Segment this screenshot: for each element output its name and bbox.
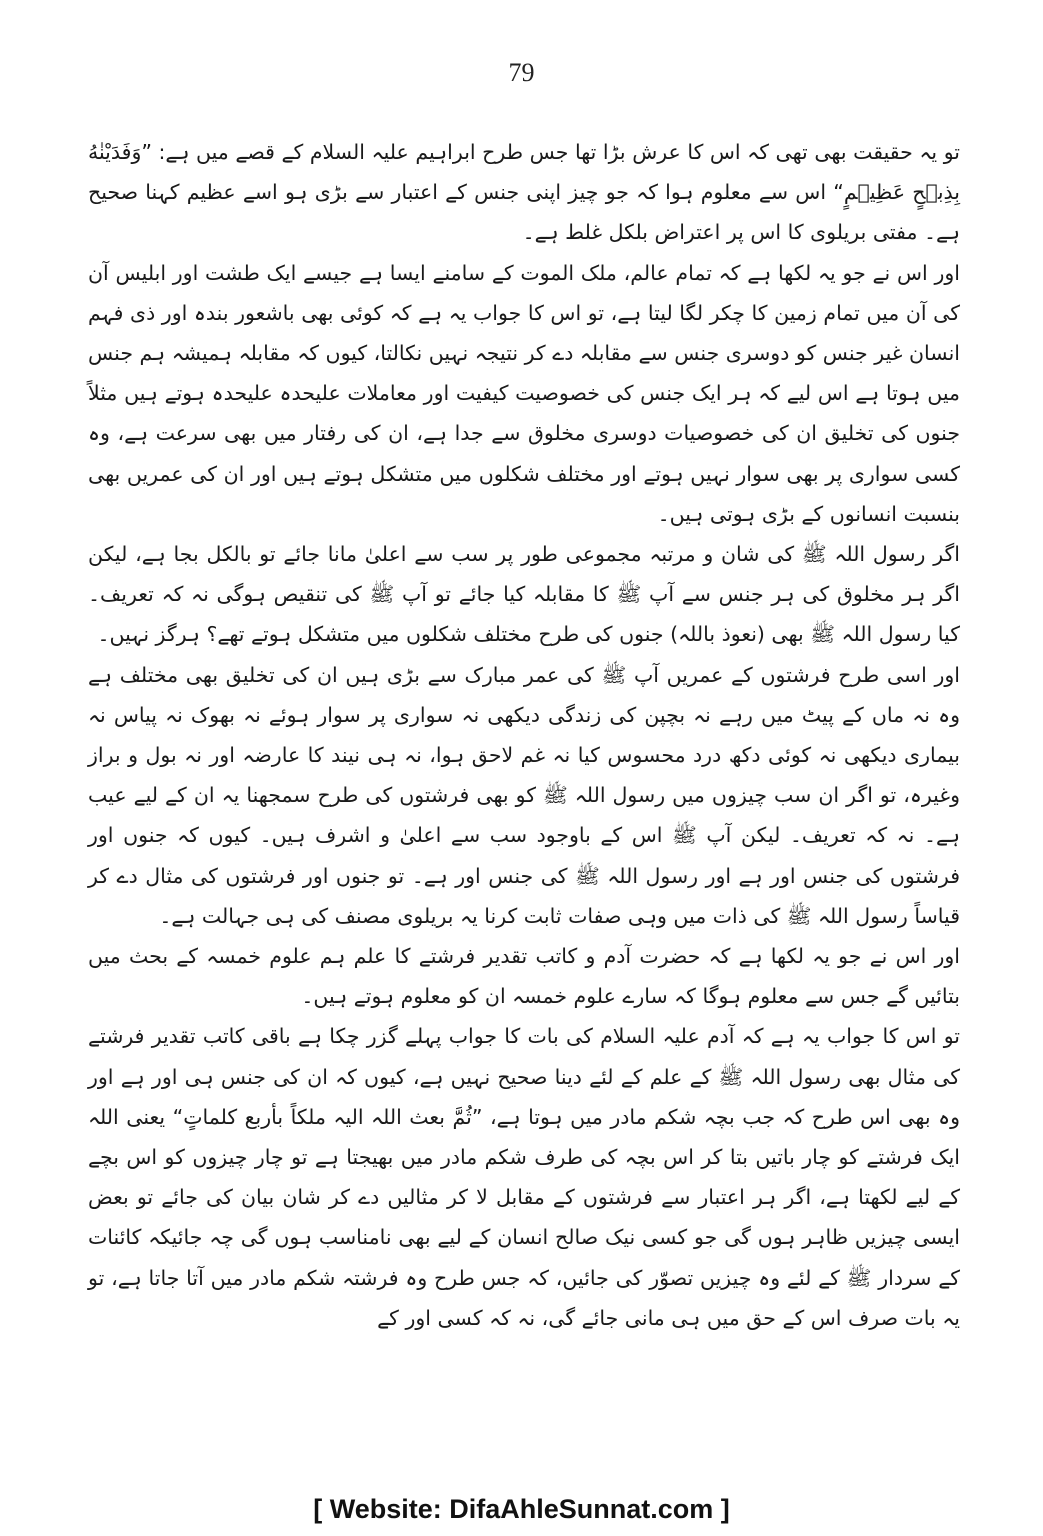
paragraph-4: اور اسی طرح فرشتوں کے عمریں آپ ﷺ کی عمر مبارک سے بڑی ہیں ان کی تخلیق بھی مختلف ہے وہ نہ ماں کے پیٹ میں رہے نہ بچپن کی زندگی دیکھی نہ سواری پر سوار ہوئے نہ بھوک نہ پیاس نہ بیماری دیکھی نہ کوئی دکھ درد محسوس کیا نہ غم لاحق ہوا، نہ ہی نیند کا عارضہ اور نہ بول و براز وغیرہ، تو اگر ان سب چیزوں میں رسول اللہ ﷺ کو بھی فرشتوں کی طرح سمجھنا یہ ان کے لیے عیب ہے۔ نہ کہ تعریف۔ لیکن آپ ﷺ اس کے باوجود سب سے اعلیٰ و اشرف ہیں۔ کیوں کہ جنوں اور فرشتوں کی جنس اور ہے اور رسول اللہ ﷺ کی جنس اور ہے۔ تو جنوں اور فرشتوں کی مثال دے کر قیاساً رسول اللہ ﷺ کی ذات میں وہی صفات ثابت کرنا یہ بریلوی مصنف کی ہی جہالت ہے۔ (88, 662, 960, 928)
paragraph-6: تو اس کا جواب یہ ہے کہ آدم علیہ السلام کی بات کا جواب پہلے گزر چکا ہے باقی کاتب تقدیر فرشتے کی مثال بھی رسول اللہ ﷺ کے علم کے لئے دینا صحیح نہیں ہے، کیوں کہ ان کی جنس ہی اور ہے اور وہ بھی اس طرح کہ جب بچہ شکم مادر میں ہوتا ہے، ”ثُمَّ بعث اللہ الیہ ملکاً بأربع کلماتٍ“ یعنی اللہ ایک فرشتے کو چار باتیں بتا کر اس بچہ کی طرف شکم مادر میں بھیجتا ہے تو چار چیزوں کو اس بچے کے لیے لکھتا ہے، اگر ہر اعتبار سے فرشتوں کے مقابل لا کر مثالیں دے کر شان بیان کی جائے تو بعض ایسی چیزیں ظاہر ہوں گی جو کسی نیک صالح انسان کے لیے بھی نامناسب ہوں گی چہ جائیکہ کائنات کے سردار ﷺ کے لئے وہ چیزیں تصوّر کی جائیں، کہ جس طرح وہ فرشتہ شکم مادر میں آتا جاتا ہے، تو یہ بات صرف اس کے حق میں ہی مانی جائے گی، نہ کہ کسی اور کے (88, 1024, 960, 1330)
paragraph-3: اگر رسول اللہ ﷺ کی شان و مرتبہ مجموعی طور پر سب سے اعلیٰ مانا جائے تو بالکل بجا ہے، لیکن اگر ہر مخلوق کی ہر جنس سے آپ ﷺ کا مقابلہ کیا جائے تو آپ ﷺ کی تنقیص ہوگی نہ کہ تعریف۔ کیا رسول اللہ ﷺ بھی (نعوذ باللہ) جنوں کی طرح مختلف شکلوں میں متشکل ہوتے تھے؟ ہرگز نہیں۔ (88, 542, 960, 647)
page-number: 79 (508, 58, 535, 87)
paragraph-2: اور اس نے جو یہ لکھا ہے کہ تمام عالم، ملک الموت کے سامنے ایسا ہے جیسے ایک طشت اور ابلیس آن کی آن میں تمام زمین کا چکر لگا لیتا ہے، تو اس کا جواب یہ ہے کہ کوئی بھی باشعور بندہ اور ذی فہم انسان غیر جنس کو دوسری جنس سے مقابلہ دے کر نتیجہ نہیں نکالتا، کیوں کہ مقابلہ ہمیشہ ہم جنس میں ہوتا ہے اس لیے کہ ہر ایک جنس کی خصوصیت کیفیت اور معاملات علیحدہ علیحدہ ہوتے ہیں مثلاً جنوں کی تخلیق ان کی خصوصیات دوسری مخلوق سے جدا ہے، ان کی رفتار میں بھی سرعت ہے، وہ کسی سواری پر بھی سوار نہیں ہوتے اور مختلف شکلوں میں متشکل ہوتے ہیں اور ان کی عمریں بھی بنسبت انسانوں کے بڑی ہوتی ہیں۔ (88, 260, 960, 526)
paragraph-1: تو یہ حقیقت بھی تھی کہ اس کا عرش بڑا تھا جس طرح ابراہیم علیہ السلام کے قصے میں ہے: ”وَفَدَيْنٰهُ بِذِبۡحٍ عَظِيۡمٍ“ اس سے معلوم ہوا کہ جو چیز اپنی جنس کے اعتبار سے بڑی ہو اسے عظیم کہنا صحیح ہے۔ مفتی بریلوی کا اس پر اعتراض بلکل غلط ہے۔ (88, 140, 960, 245)
page-body (88, 132, 960, 1338)
website-footer: [ Website: DifaAhleSunnat.com ] (313, 1494, 730, 1524)
paragraph-5: اور اس نے جو یہ لکھا ہے کہ حضرت آدم و کاتب تقدیر فرشتے کا علم ہم علوم خمسہ کے بحث میں بتائیں گے جس سے معلوم ہوگا کہ سارے علوم خمسہ ان کو معلوم ہوتے ہیں۔ (88, 944, 960, 1009)
